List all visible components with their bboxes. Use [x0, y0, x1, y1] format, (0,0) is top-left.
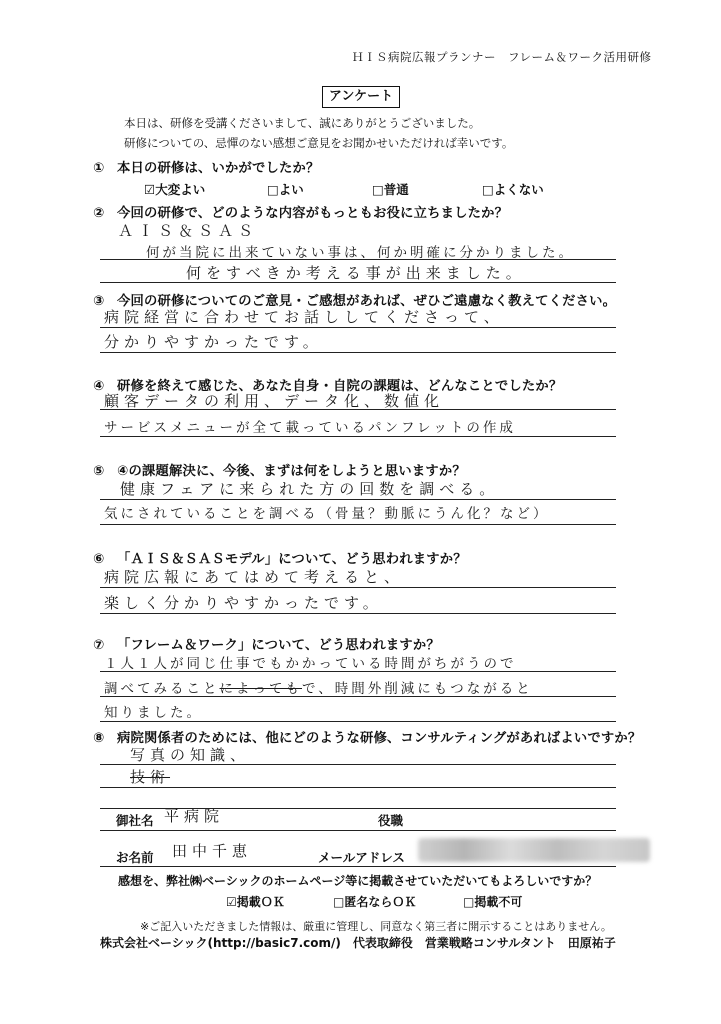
name-value[interactable]: 田中千恵 — [172, 842, 253, 860]
q7-answer-2-line — [104, 677, 533, 697]
q6-answer-2: 楽しく分かりやすかったです。 — [104, 594, 383, 612]
intro-line-1: 本日は、研修を受講くださいまして、誠にありがとうございました。 — [124, 116, 481, 130]
intro-line-2: 研修についての、忌憚のない感想ご意見をお聞かせいただければ幸いです。 — [124, 136, 514, 150]
q3-answer-line-1 — [100, 327, 616, 328]
question-1-text: 本日の研修は、いかがでしたか？ — [117, 161, 320, 176]
question-7-number: ⑦ — [93, 638, 105, 653]
question-3-text: 今回の研修についてのご意見・ご感想があれば、ぜひご遠慮なく教えてください。 — [117, 294, 617, 309]
q2-answer-line-1 — [100, 259, 616, 260]
question-2-number: ② — [93, 206, 105, 221]
q2-answer-2: 何が当院に出来ていない事は、何か明確に分かりました。 — [146, 245, 575, 261]
question-5-number: ⑤ — [93, 464, 105, 479]
q2-answer-3: 何をすべきか考える事が出来ました。 — [186, 264, 526, 282]
name-line — [100, 866, 616, 867]
question-4-number: ④ — [93, 379, 105, 394]
q2-answer-1: ＡＩＳ＆ＳＡＳ — [118, 222, 259, 240]
q8-answer-line-2 — [100, 787, 616, 788]
role-label: 役職 — [378, 813, 404, 828]
q3-answer-1: 病院経営に合わせてお話ししてくださって、 — [104, 308, 504, 326]
email-value-redacted — [418, 838, 650, 862]
q8-answer-2: 技術 — [130, 768, 171, 786]
q1-option-very-good[interactable]: ☑大変よい — [144, 182, 206, 197]
q4-answer-line-1 — [100, 409, 616, 410]
privacy-note: ※ご記入いただきました情報は、厳重に管理し、同意なく第三者に開示することはありません。 — [140, 920, 612, 933]
survey-title: アンケート — [322, 86, 400, 108]
publish-option-no[interactable]: □掲載不可 — [463, 895, 523, 909]
q6-answer-line-2 — [100, 613, 616, 614]
q7-answer-3: で、時間外削減にもつながると — [302, 681, 533, 697]
q6-answer-1: 病院広報にあてはめて考えると、 — [104, 568, 405, 586]
question-2-text: 今回の研修で、どのような内容がもっともお役に立ちましたか？ — [117, 206, 509, 221]
email-label: メールアドレス — [318, 850, 405, 865]
publish-question: 感想を、弊社㈱ベーシックのホームページ等に掲載させていただいてもよろしいですか？ — [118, 874, 598, 888]
q6-answer-line-1 — [100, 587, 616, 588]
question-2 — [93, 202, 508, 221]
question-6 — [93, 548, 467, 567]
question-7 — [93, 634, 440, 653]
q8-answer-1: 写真の知識、 — [130, 746, 251, 764]
q1-option-average[interactable]: □普通 — [372, 182, 409, 197]
question-3-number: ③ — [93, 294, 105, 309]
publish-option-anonymous[interactable]: □匿名ならＯＫ — [333, 895, 417, 909]
q2-answer-line-2 — [100, 282, 616, 283]
question-6-number: ⑥ — [93, 552, 105, 567]
q4-answer-1: 顧客データの利用、データ化、数値化 — [104, 392, 445, 410]
document-header: ＨＩＳ病院広報プランナー フレーム＆ワーク活用研修 — [352, 50, 652, 64]
q7-answer-4: 知りました。 — [104, 705, 203, 721]
publish-option-ok[interactable]: ☑掲載ＯＫ — [226, 895, 285, 909]
q5-answer-1: 健康フェアに来られた方の回数を調べる。 — [120, 480, 500, 498]
question-5 — [93, 460, 466, 479]
question-7-text: 「フレーム＆ワーク」について、どう思われますか？ — [117, 638, 440, 653]
q8-answer-line-1 — [100, 764, 616, 765]
q5-answer-line-1 — [100, 499, 616, 500]
q7-answer-2: 調べてみること — [104, 681, 220, 697]
company-label: 御社名 — [116, 813, 154, 828]
question-1 — [93, 157, 319, 176]
q5-answer-line-2 — [100, 524, 616, 525]
question-4-text: 研修を終えて感じた、あなた自身・自院の課題は、どんなことでしたか？ — [117, 379, 563, 394]
question-1-number: ① — [93, 161, 105, 176]
q7-answer-line-1 — [100, 671, 616, 672]
q7-answer-1: １人１人が同じ仕事でもかかっている時間がちがうので — [104, 656, 517, 672]
company-footer: 株式会社ベーシック(http://basic7.com/) 代表取締役 営業戦略コンサルタント 田原祐子 — [100, 936, 616, 950]
company-line — [100, 830, 616, 831]
question-8-number: ⑧ — [93, 731, 105, 746]
question-5-text: ④の課題解決に、今後、まずは何をしようと思いますか？ — [117, 464, 466, 479]
q7-answer-strike: によっても — [219, 681, 302, 697]
q1-option-not-good[interactable]: □よくない — [482, 182, 544, 197]
q1-option-good[interactable]: □よい — [267, 182, 304, 197]
company-value[interactable]: 平病院 — [164, 807, 225, 825]
q4-answer-line-2 — [100, 436, 616, 437]
q3-answer-line-2 — [100, 352, 616, 353]
q5-answer-2: 気にされていることを調べる（骨量？動脈にうん化？など） — [104, 506, 550, 522]
question-6-text: 「ＡＩＳ＆ＳＡＳモデル」について、どう思われますか？ — [117, 552, 467, 567]
q7-answer-line-3 — [100, 721, 616, 722]
name-label: お名前 — [116, 850, 154, 865]
q7-answer-line-2 — [100, 696, 616, 697]
question-8-text: 病院関係者のためには、他にどのような研修、コンサルティングがあればよいですか？ — [117, 731, 642, 746]
q4-answer-2: サービスメニューが全て載っているパンフレットの作成 — [104, 420, 516, 436]
q3-answer-2: 分かりやすかったです。 — [104, 333, 323, 351]
